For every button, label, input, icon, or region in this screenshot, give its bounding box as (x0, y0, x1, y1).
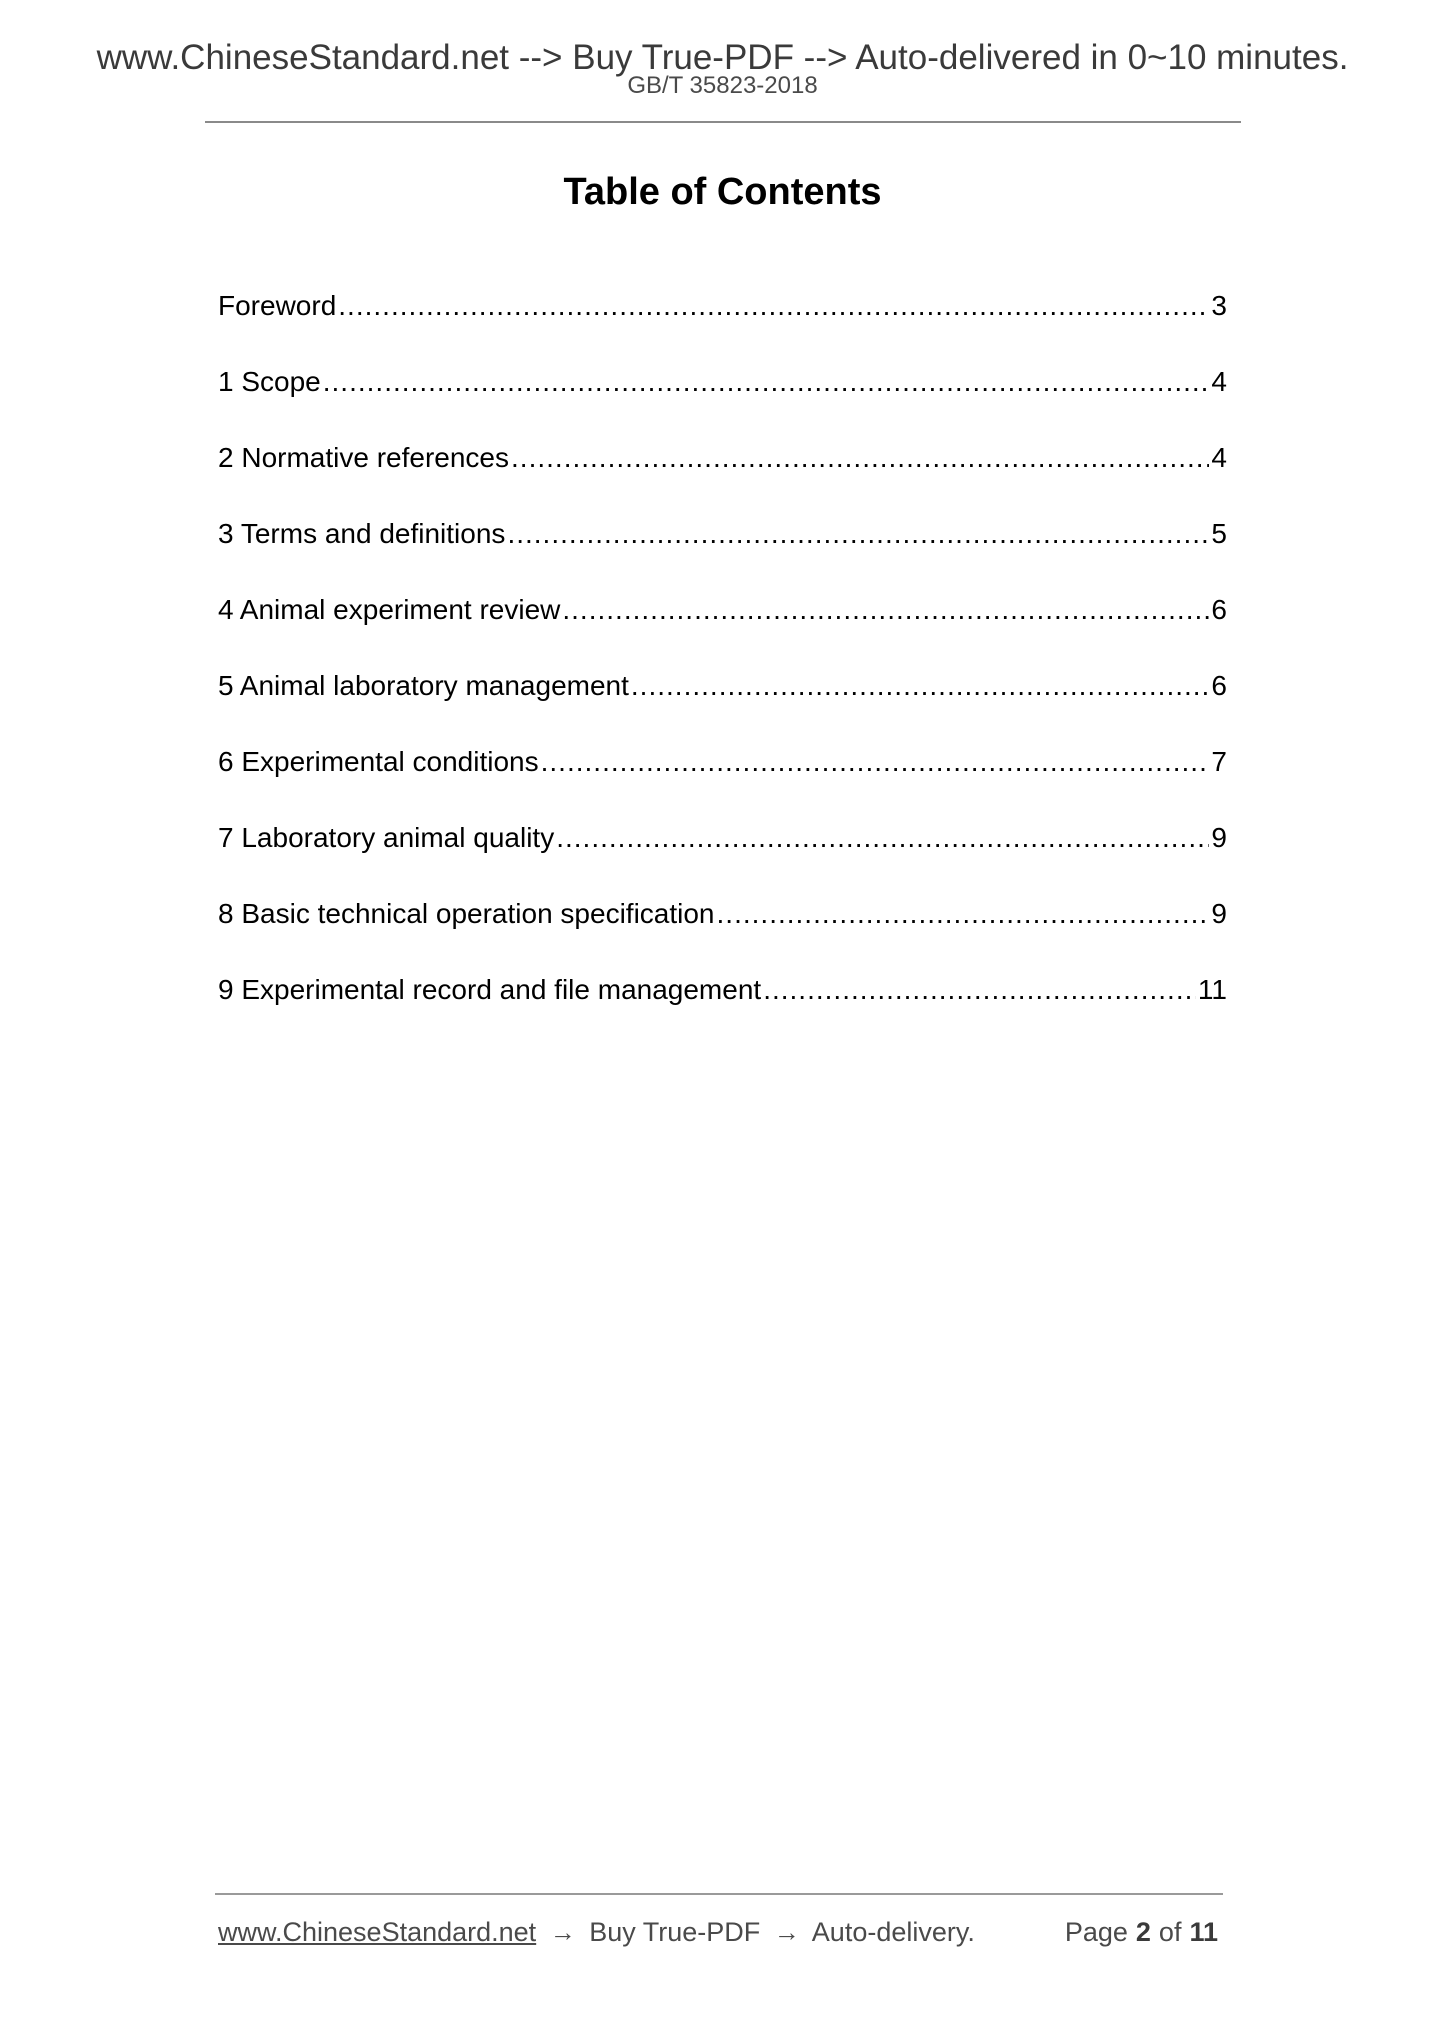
toc-entry-page: 9 (1211, 898, 1227, 929)
toc-entry-page: 5 (1211, 518, 1227, 549)
toc-entry-page: 4 (1211, 366, 1227, 397)
toc-dot-leader (507, 516, 1209, 552)
toc-title: Table of Contents (563, 171, 882, 213)
toc-entry-page: 4 (1211, 442, 1227, 473)
toc-entry-terms-definitions[interactable] (218, 516, 1227, 592)
header-banner: www.ChineseStandard.net --> Buy True-PDF --> Auto-delivered in 0~10 minutes. (96, 38, 1349, 77)
toc-list (218, 288, 1227, 1048)
toc-entry-label: 8 Basic technical operation specification (218, 898, 715, 929)
toc-entry-page: 9 (1211, 822, 1227, 853)
toc-entry-scope[interactable] (218, 364, 1227, 440)
toc-dot-leader (323, 364, 1210, 400)
toc-entry-animal-experiment-review[interactable] (218, 592, 1227, 668)
footer-buy-text: Buy True-PDF (589, 1917, 761, 1947)
page-word: Page (1064, 1917, 1128, 1947)
toc-entry-label: 6 Experimental conditions (218, 746, 539, 777)
header-divider (205, 121, 1241, 123)
toc-entry-page: 3 (1211, 290, 1227, 321)
toc-entry-label: 3 Terms and definitions (218, 518, 506, 549)
toc-entry-laboratory-management[interactable] (218, 668, 1227, 744)
toc-dot-leader (562, 592, 1209, 628)
footer-divider (215, 1893, 1223, 1895)
toc-entry-label: 4 Animal experiment review (218, 594, 561, 625)
toc-dot-leader (556, 820, 1209, 856)
toc-entry-normative-references[interactable] (218, 440, 1227, 516)
toc-entry-animal-quality[interactable] (218, 820, 1227, 896)
toc-entry-label: 7 Laboratory animal quality (218, 822, 555, 853)
document-code: GB/T 35823-2018 (627, 72, 818, 99)
footer-site-link[interactable]: www.ChineseStandard.net (218, 1917, 537, 1947)
toc-dot-leader (511, 440, 1209, 476)
right-arrow-icon: → (549, 1917, 576, 1947)
toc-entry-label: 9 Experimental record and file management (218, 974, 762, 1005)
footer-promo (218, 1915, 975, 1949)
toc-entry-experimental-conditions[interactable] (218, 744, 1227, 820)
page-footer (218, 1915, 1218, 1955)
toc-entry-page: 6 (1211, 594, 1227, 625)
page-number (1065, 1915, 1218, 1949)
of-word: of (1158, 1917, 1182, 1947)
toc-dot-leader (541, 744, 1210, 780)
page-current: 2 (1135, 1917, 1151, 1947)
toc-entry-foreword[interactable] (218, 288, 1227, 364)
toc-entry-label: 5 Animal laboratory management (218, 670, 629, 701)
page-total: 11 (1189, 1917, 1218, 1947)
toc-entry-page: 6 (1211, 670, 1227, 701)
toc-dot-leader (338, 288, 1209, 324)
footer-delivery-text: Auto-delivery. (811, 1917, 975, 1947)
right-arrow-icon: → (773, 1917, 800, 1947)
toc-entry-page: 7 (1211, 746, 1227, 777)
toc-dot-leader (631, 668, 1210, 704)
toc-entry-page: 11 (1197, 974, 1227, 1005)
toc-entry-label: Foreword (218, 290, 337, 321)
toc-entry-operation-specification[interactable] (218, 896, 1227, 972)
toc-entry-label: 1 Scope (218, 366, 321, 397)
toc-entry-record-file-management[interactable] (218, 972, 1227, 1048)
toc-entry-label: 2 Normative references (218, 442, 510, 473)
toc-dot-leader (717, 896, 1210, 932)
toc-dot-leader (763, 972, 1196, 1008)
